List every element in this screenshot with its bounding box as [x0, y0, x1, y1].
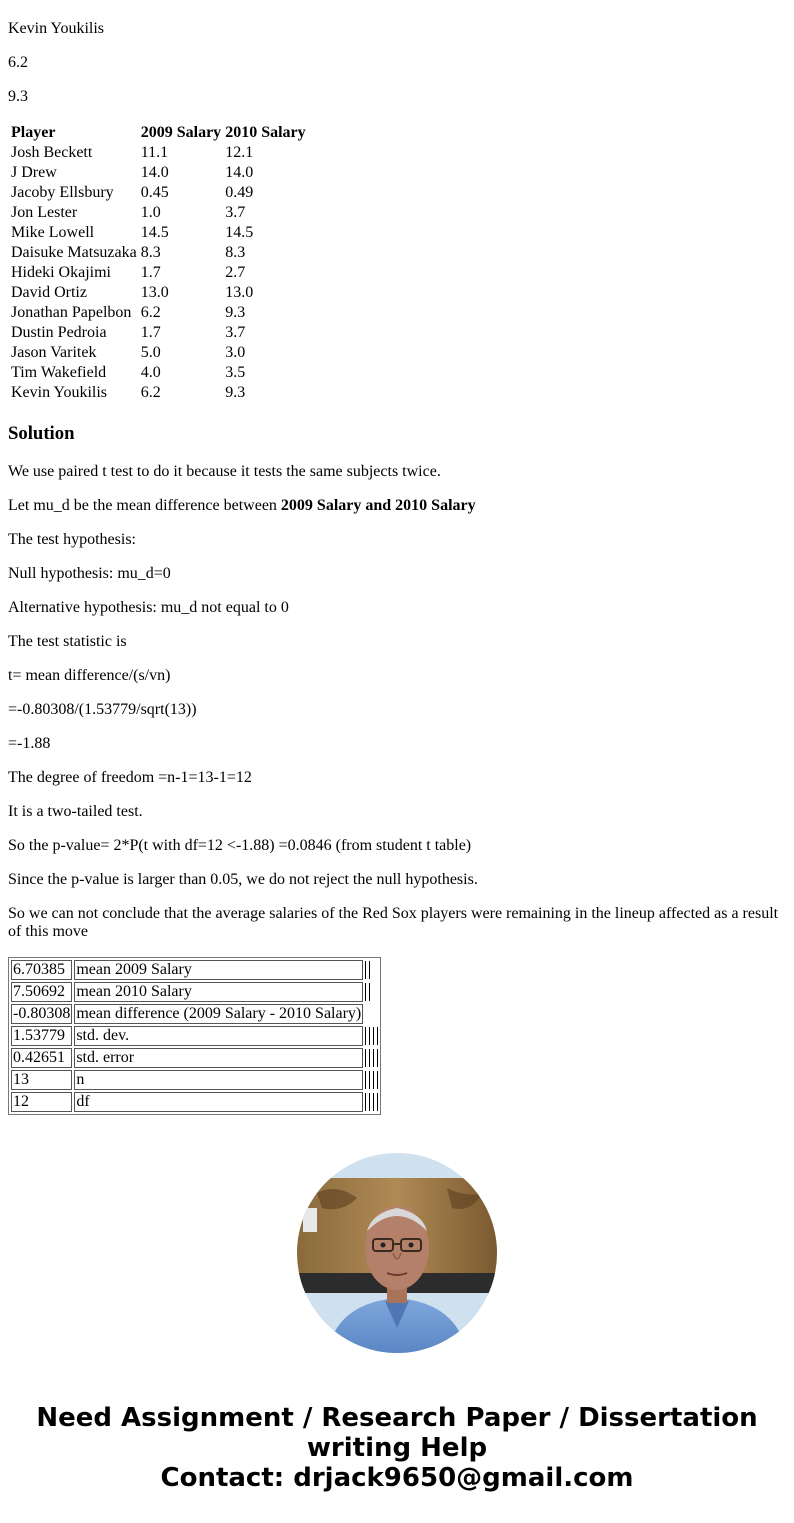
- salary-2010-cell: 9.3: [225, 384, 246, 401]
- table-row: [10, 344, 307, 362]
- solution-paragraph: The degree of freedom =n-1=13-1=12: [8, 769, 252, 786]
- salary-2010-cell: 12.1: [225, 144, 254, 161]
- salary-2009-cell: 1.0: [140, 204, 161, 221]
- salary-2009-cell: 1.7: [140, 264, 161, 281]
- intro-line-1: Kevin Youkilis: [8, 20, 105, 37]
- empty-cell: [365, 1070, 378, 1090]
- salary-2010-cell: 3.5: [225, 364, 246, 381]
- stat-label: std. error: [74, 1048, 363, 1068]
- salary-2010-cell: 14.5: [225, 224, 254, 241]
- player-cell: Mike Lowell: [11, 224, 95, 241]
- empty-cell: [365, 1048, 378, 1068]
- person-portrait-icon: [297, 1153, 497, 1353]
- salary-table: [8, 122, 309, 404]
- player-cell: Jacoby Ellsbury: [11, 184, 114, 201]
- stat-label: mean 2009 Salary: [74, 960, 363, 980]
- stat-label: mean difference (2009 Salary - 2010 Salary): [76, 1005, 362, 1022]
- salary-2009-cell: 4.0: [140, 364, 161, 381]
- alternative-hypothesis: Alternative hypothesis: mu_d not equal to 0: [8, 599, 289, 616]
- salary-2010-cell: 2.7: [225, 264, 246, 281]
- player-cell: Daisuke Matsuzaka: [11, 244, 137, 261]
- table-row: [10, 204, 307, 222]
- avatar: [297, 1153, 497, 1353]
- salary-2009-cell: 0.45: [140, 184, 169, 201]
- table-row: [10, 244, 307, 262]
- header-2009-salary: 2009 Salary: [140, 124, 222, 141]
- stat-label: std. dev.: [74, 1026, 363, 1046]
- formula-line: =-1.88: [8, 735, 51, 752]
- stat-label: df: [74, 1092, 363, 1112]
- header-player: Player: [11, 124, 56, 141]
- solution-paragraph: So the p-value= 2*P(t with df=12 <-1.88) =0.0846 (from student t table): [8, 837, 472, 854]
- player-cell: Jon Lester: [11, 204, 78, 221]
- table-row: [11, 1092, 378, 1112]
- table-row: [11, 1004, 378, 1024]
- salary-2010-cell: 8.3: [225, 244, 246, 261]
- empty-cell: [365, 1092, 378, 1112]
- table-row: [10, 384, 307, 402]
- solution-paragraph: The test statistic is: [8, 633, 127, 650]
- table-row: [10, 284, 307, 302]
- salary-2009-cell: 1.7: [140, 324, 161, 341]
- solution-paragraph: It is a two-tailed test.: [8, 803, 143, 820]
- player-cell: Dustin Pedroia: [11, 324, 107, 341]
- solution-heading: Solution: [8, 423, 75, 444]
- player-cell: Kevin Youkilis: [11, 384, 108, 401]
- table-row: [11, 1070, 378, 1090]
- salary-table-header-row: [10, 124, 307, 142]
- salary-2009-cell: 6.2: [140, 384, 161, 401]
- table-row: [10, 364, 307, 382]
- conclusion-paragraph: So we can not conclude that the average salaries of the Red Sox players were remaining in the lineup affected as a result of this move: [8, 905, 779, 940]
- table-row: [10, 224, 307, 242]
- salary-2009-cell: 8.3: [140, 244, 161, 261]
- solution-paragraph: The test hypothesis:: [8, 531, 136, 548]
- salary-2009-cell: 11.1: [140, 144, 169, 161]
- salary-2010-cell: 3.0: [225, 344, 246, 361]
- player-cell: Josh Beckett: [11, 144, 93, 161]
- table-row: [11, 982, 378, 1002]
- solution-paragraph: We use paired t test to do it because it tests the same subjects twice.: [8, 463, 441, 480]
- salary-2009-cell: 5.0: [140, 344, 161, 361]
- salary-2009-cell: 14.0: [140, 164, 169, 181]
- statistics-table: [8, 957, 381, 1115]
- header-2010-salary: 2010 Salary: [225, 124, 306, 141]
- stat-value: 6.70385: [11, 960, 72, 980]
- stat-label: n: [74, 1070, 363, 1090]
- solution-text: Let mu_d be the mean difference between: [8, 497, 281, 514]
- table-row: [10, 184, 307, 202]
- player-cell: David Ortiz: [11, 284, 87, 301]
- banner-line-2: writing Help: [306, 1433, 488, 1463]
- table-row: [11, 1048, 378, 1068]
- stat-value: -0.80308: [13, 1005, 71, 1022]
- stat-value: 0.42651: [11, 1048, 72, 1068]
- table-row: [11, 960, 378, 980]
- salary-2009-cell: 14.5: [140, 224, 169, 241]
- intro-line-3: 9.3: [8, 88, 28, 105]
- salary-2010-cell: 13.0: [225, 284, 254, 301]
- player-cell: Tim Wakefield: [11, 364, 107, 381]
- player-cell: Hideki Okajimi: [11, 264, 111, 281]
- table-row: [10, 164, 307, 182]
- empty-cell: [365, 1026, 378, 1046]
- table-row: [10, 304, 307, 322]
- empty-cell: [365, 1004, 378, 1024]
- table-row: [10, 324, 307, 342]
- empty-cell: [365, 960, 378, 980]
- solution-paragraph: [8, 497, 786, 515]
- salary-2010-cell: 0.49: [225, 184, 254, 201]
- table-row: [10, 144, 307, 162]
- banner-line-1: Need Assignment / Research Paper / Dissertation: [36, 1403, 758, 1433]
- stat-label: mean 2010 Salary: [74, 982, 363, 1002]
- empty-cell: [365, 982, 378, 1002]
- table-row: [10, 264, 307, 282]
- formula-line: =-0.80308/(1.53779/sqrt(13)): [8, 701, 197, 718]
- banner-contact-line[interactable]: Contact: drjack9650@gmail.com: [160, 1463, 634, 1493]
- stat-value: 7.50692: [11, 982, 72, 1002]
- null-hypothesis: Null hypothesis: mu_d=0: [8, 565, 171, 582]
- formula-line: t= mean difference/(s/vn): [8, 667, 171, 684]
- intro-line-2: 6.2: [8, 54, 28, 71]
- salary-2010-cell: 14.0: [225, 164, 254, 181]
- player-cell: J Drew: [11, 164, 57, 181]
- salary-2010-cell: 9.3: [225, 304, 246, 321]
- solution-bold-text: 2009 Salary and 2010 Salary: [280, 497, 476, 514]
- stat-value: 12: [11, 1092, 72, 1112]
- salary-2010-cell: 3.7: [225, 324, 246, 341]
- salary-2010-cell: 3.7: [225, 204, 246, 221]
- solution-paragraph: Since the p-value is larger than 0.05, we do not reject the null hypothesis.: [8, 871, 478, 888]
- stat-value: 1.53779: [11, 1026, 72, 1046]
- table-row: [11, 1026, 378, 1046]
- salary-2009-cell: 13.0: [140, 284, 169, 301]
- stat-value: 13: [11, 1070, 72, 1090]
- salary-2009-cell: 6.2: [140, 304, 161, 321]
- player-cell: Jason Varitek: [11, 344, 97, 361]
- player-cell: Jonathan Papelbon: [11, 304, 132, 321]
- contact-banner: [0, 1403, 794, 1493]
